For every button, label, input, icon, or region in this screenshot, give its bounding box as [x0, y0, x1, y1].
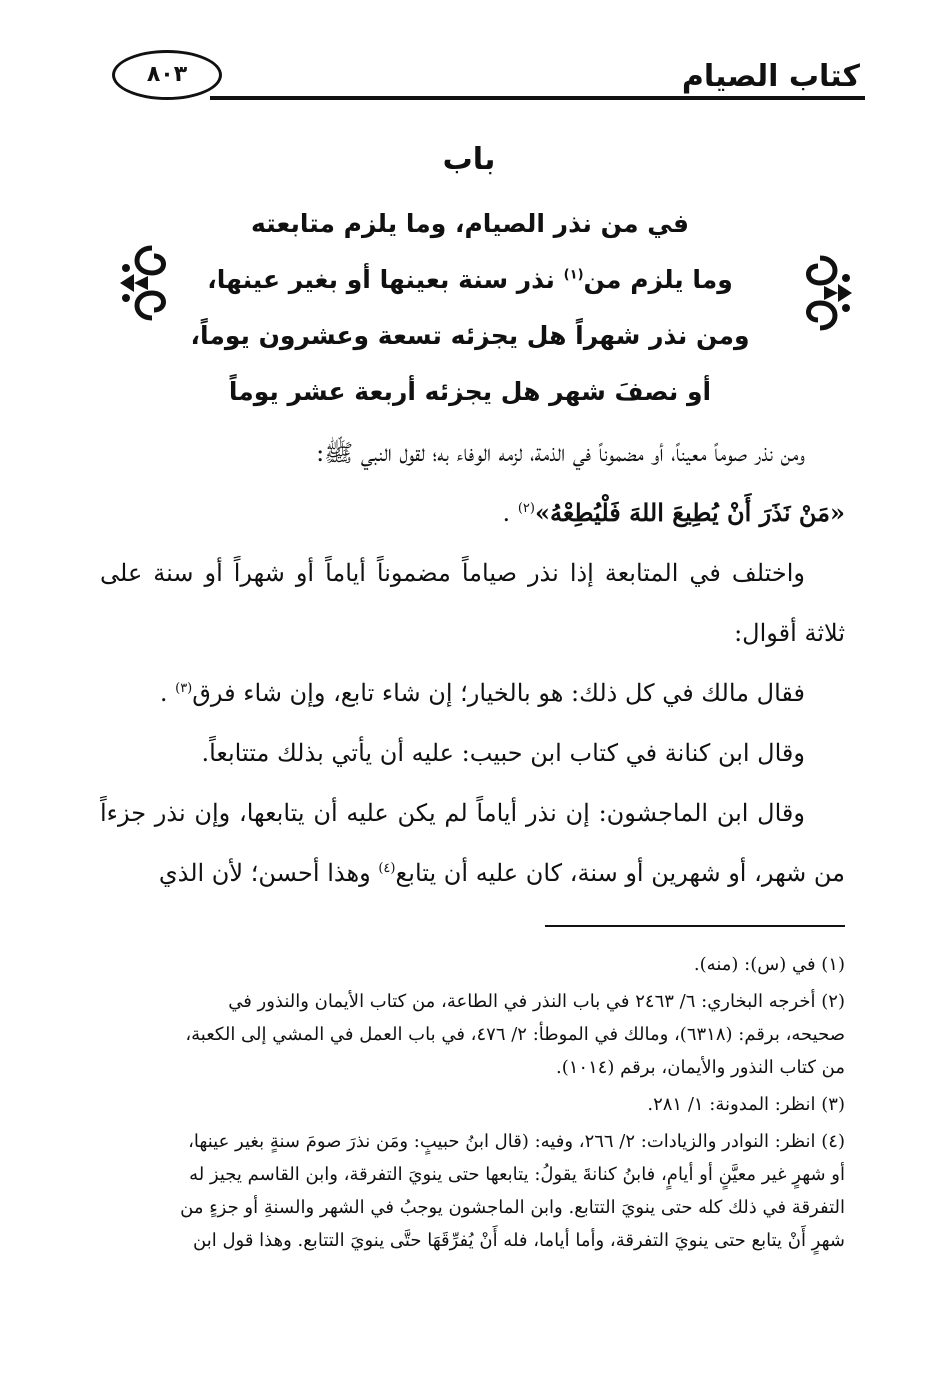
chapter-title-line — [170, 252, 770, 308]
paragraph-text: فقال مالك في كل ذلك: هو بالخيار؛ إن شاء تابع، وإن شاء فرق — [192, 679, 805, 707]
paragraph-line: وقال ابن كنانة في كتاب ابن حبيب: عليه أن يأتي بذلك متتابعاً. — [201, 739, 805, 767]
chapter-title-fragment: وما يلزم من — [583, 265, 733, 294]
running-title: كتاب الصيام — [681, 59, 860, 94]
paragraph-text: من شهر، أو شهرين أو سنة، كان عليه أن يتابع — [395, 859, 845, 887]
header-rule — [210, 96, 865, 100]
footnote-line: أو شهرٍ غير معيَّنٍ أو أيامٍ، فابنُ كنانةَ يقولُ: يتابعها حتى ينويَ التفرقة، وابن القاسم يجيز له — [189, 1164, 845, 1185]
footnote-line: شهرٍ أَنْ يتابع حتى ينويَ التفرقة، وأما أياما، فله أَنْ يُفرِّقَهَا حتَّى ينويَ التتابع. وهذا قول ابن — [193, 1230, 845, 1251]
footnote-line: صحيحه، برقم: (٦٣١٨)، ومالك في الموطأ: ٢/ ٤٧٦، في باب العمل في المشي إلى الكعبة، — [185, 1024, 845, 1045]
paragraph-text: وهذا أحسن؛ لأن الذي — [158, 859, 371, 887]
footnote-line: (٣) انظر: المدونة: ١/ ٢٨١. — [647, 1094, 845, 1115]
paragraph-line — [100, 483, 845, 543]
hadith-quote: «مَنْ نَذَرَ أَنْ يُطِيعَ اللهَ فَلْيُطِعْهُ» — [534, 498, 845, 527]
paragraph-line — [100, 663, 845, 723]
footnote-line: التفرقة في ذلك كله حتى ينويَ التتابع. وابن الماجشون يوجبُ في الشهر والسنةِ أو جزءٍ من — [180, 1197, 845, 1218]
footnotes — [100, 948, 845, 1257]
footnote-separator — [545, 925, 845, 927]
paragraph-line: واختلف في المتابعة إذا نذر صياماً مضموناً أياماً أو شهراً أو سنة على — [100, 559, 805, 587]
body-text — [100, 423, 845, 903]
footnote-line: (٤) انظر: النوادر والزيادات: ٢/ ٢٦٦، وفيه: (قال ابنُ حبيبٍ: ومَن نذرَ صومَ سنةٍ بغير عينها، — [188, 1131, 845, 1152]
footnote-mark: (٤) — [378, 861, 396, 876]
chapter-title-line: أو نصفَ شهر هل يجزئه أربعة عشر يوماً — [228, 377, 712, 406]
footnote-line: من كتاب النذور والأيمان، برقم (١٠١٤). — [556, 1057, 845, 1078]
footnote-line: (٢) أخرجه البخاري: ٦/ ٢٤٦٣ في باب النذر في الطاعة، من كتاب الأيمان والنذور في — [228, 991, 845, 1012]
footnote-mark: (١) — [563, 267, 584, 283]
chapter-title-line: ومن نذر شهراً هل يجزئه تسعة وعشرون يوماً، — [190, 321, 750, 350]
paragraph-line: وقال ابن الماجشون: إن نذر أياماً لم يكن عليه أن يتابعها، وإن نذر جزءاً — [100, 799, 805, 827]
chapter-label: باب — [442, 142, 496, 177]
paragraph-line: ثلاثة أقوال: — [734, 619, 845, 647]
chapter-title-line: في من نذر الصيام، وما يلزم متابعته — [251, 209, 689, 238]
paragraph-line — [100, 843, 845, 903]
chapter-title-fragment: نذر سنة بعينها أو بغير عينها، — [207, 265, 555, 294]
punctuation: . — [159, 679, 168, 707]
footnote-mark: (٢) — [517, 501, 535, 516]
punctuation: . — [502, 499, 511, 527]
floral-ornament-icon — [790, 248, 860, 338]
paragraph-line: ومن نذر صوماً معيناً، أو مضموناً في الذمة، لزمه الوفاء به؛ لقول النبي ﷺ: — [316, 439, 805, 467]
footnote-line: (١) في (س): (منه). — [693, 954, 845, 975]
footnote-mark: (٣) — [175, 681, 193, 696]
page-number: ٨٠٣ — [146, 62, 188, 87]
chapter-title — [170, 196, 770, 420]
